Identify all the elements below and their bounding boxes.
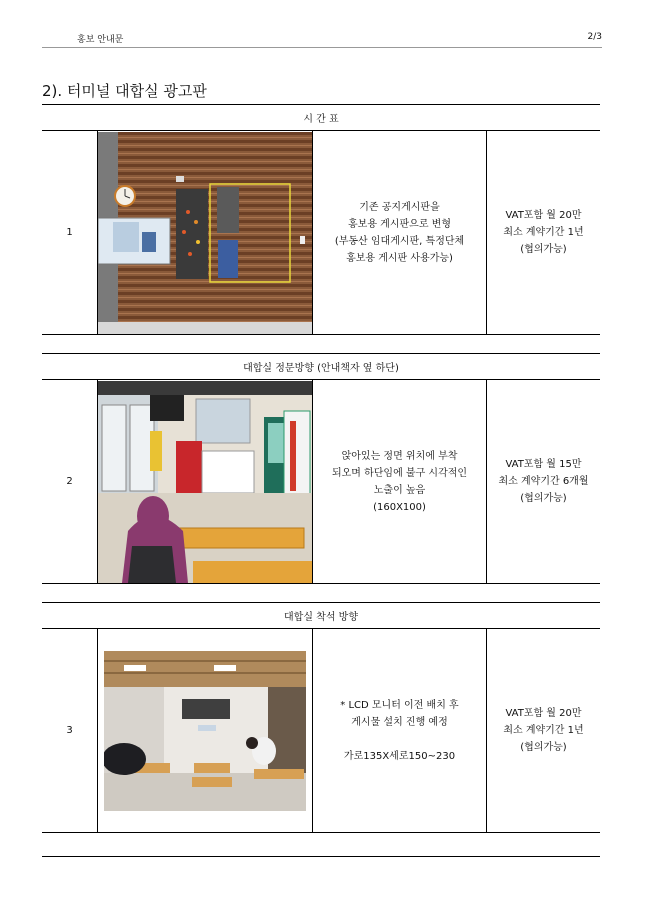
row-1-price bbox=[487, 131, 601, 335]
desc-blank-line bbox=[313, 731, 486, 748]
header-divider bbox=[42, 47, 602, 48]
row-2-number: 2 bbox=[42, 380, 98, 584]
page-number: 2/3 bbox=[587, 32, 602, 42]
seating-area-photo bbox=[104, 651, 306, 811]
desc-line: 홍보용 게시판 사용가능) bbox=[346, 252, 453, 264]
desc-line: * LCD 모니터 이전 배치 후 bbox=[340, 699, 459, 711]
footer-divider bbox=[42, 856, 600, 857]
desc-line: (부동산 임대게시판, 특정단체 bbox=[334, 235, 465, 247]
table-row bbox=[42, 629, 600, 833]
price-line: (협의가능) bbox=[520, 742, 567, 753]
price-line: VAT포함 월 15만 bbox=[505, 459, 582, 470]
price-line: VAT포함 월 20만 bbox=[505, 708, 582, 719]
row-1-description bbox=[313, 131, 487, 335]
row-3-band: 대합실 착석 방향 bbox=[42, 603, 600, 629]
row-2-photo bbox=[98, 380, 313, 584]
section-title: 2). 터미널 대합실 광고판 bbox=[42, 82, 207, 100]
row-spacer bbox=[42, 335, 600, 354]
price-line: 최소 계약기간 1년 bbox=[503, 725, 584, 736]
wall-board-photo bbox=[98, 132, 312, 334]
desc-line: (160X100) bbox=[373, 501, 426, 513]
desc-line: 노출이 높음 bbox=[373, 484, 426, 496]
row-1-number: 1 bbox=[42, 131, 98, 335]
table-row bbox=[42, 380, 600, 584]
row-3-photo bbox=[98, 629, 313, 833]
table-row bbox=[42, 131, 600, 335]
row-1-photo bbox=[98, 131, 313, 335]
ad-table bbox=[42, 104, 600, 833]
header-title: 홍보 안내문 bbox=[77, 35, 124, 45]
desc-line: 앉아있는 정면 위치에 부착 bbox=[341, 450, 458, 462]
price-line: (협의가능) bbox=[520, 493, 567, 504]
desc-line: 가로135X세로150~230 bbox=[343, 750, 456, 762]
row-1-band: 시 간 표 bbox=[42, 105, 600, 131]
row-3-number: 3 bbox=[42, 629, 98, 833]
row-2-band: 대합실 정문방향 (안내책자 옆 하단) bbox=[42, 354, 600, 380]
waiting-room-entrance-photo bbox=[98, 381, 312, 583]
desc-line: 되오며 하단임에 불구 시각적인 bbox=[331, 467, 468, 479]
desc-line: 홍보용 게시판으로 변형 bbox=[348, 218, 451, 230]
row-3-price bbox=[487, 629, 601, 833]
row-2-description bbox=[313, 380, 487, 584]
price-line: 최소 계약기간 6개월 bbox=[498, 476, 589, 487]
desc-line: 게시물 설치 진행 예정 bbox=[351, 716, 448, 728]
price-line: 최소 계약기간 1년 bbox=[503, 227, 584, 238]
price-line: VAT포함 월 20만 bbox=[505, 210, 582, 221]
page-header bbox=[42, 30, 602, 46]
row-2-price bbox=[487, 380, 601, 584]
price-line: (협의가능) bbox=[520, 244, 567, 255]
desc-line: 기존 공지게시판을 bbox=[359, 201, 440, 213]
row-spacer bbox=[42, 584, 600, 603]
row-3-description bbox=[313, 629, 487, 833]
